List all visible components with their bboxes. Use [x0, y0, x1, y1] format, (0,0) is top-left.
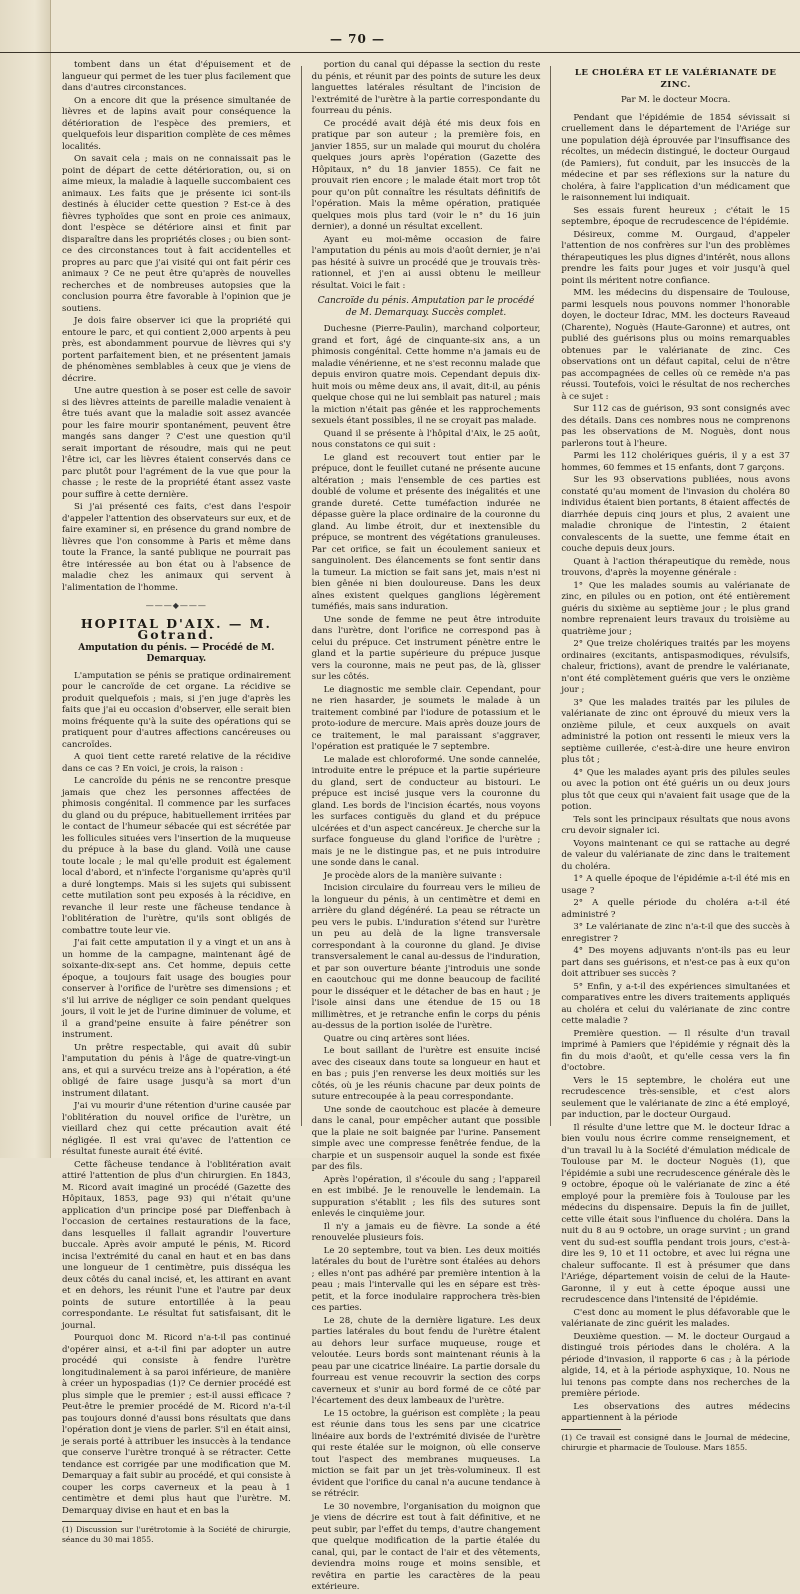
footnote: (1) Discussion sur l'urétrotomie à la Société de chirurgie, séance du 30 mai 1855. — [62, 1525, 291, 1544]
paragraph: Le bout saillant de l'urètre est ensuite incisé avec des ciseaux dans toute sa longueur en haut et en bas ; puis j'en renverse les deux moitiés sur les côtés, où je les réunis chacune par deux points de suture entrecoupée à la peau correspondante. — [311, 1046, 541, 1102]
paragraph: Le 20 septembre, tout va bien. Les deux moitiés latérales du bout de l'urètre sont étalées au dehors ; elles n'ont pas adhéré par première intention à la peau ; mais l'intervalle qui les en sépare est très-petit, et la force inodulaire rapprochera très-bien ces parties. — [311, 1245, 541, 1313]
paragraph: Parmi les 112 cholériques guéris, il y a est 37 hommes, 60 femmes et 15 enfants, dont 7 garçons. — [561, 451, 790, 473]
page-number: — 70 — — [330, 32, 386, 46]
paragraph: Quand il se présente à l'hôpital d'Aix, le 25 août, nous constatons ce qui suit : — [311, 428, 541, 450]
paragraph: Après l'opération, il s'écoule du sang ; l'appareil en est imbibé. Je le renouvelle le lendemain. La suppuration s'établit ; les fils des sutures sont enlevés le cinquième jour. — [311, 1174, 541, 1219]
paragraph: Le 30 novembre, l'organisation du moignon que je viens de décrire est tout à fait définitive, et ne peut subir, par l'effet du temps, d'autre changement que quelque modification de la partie étalée du canal, qui, par le contact de l'air et des vêtements, deviendra moins rouge et moins sensible, et revêtira en partie les caractères de la peau extérieure. — [311, 1501, 541, 1592]
paragraph: Je procède alors de la manière suivante : — [323, 870, 503, 881]
paragraph: Les observations des autres médecins appartiennent à la période — [561, 1401, 790, 1423]
paragraph: J'ai fait cette amputation il y a vingt et un ans à un homme de la campagne, maintenant âgé de soixante-dix-sept ans. Cet homme, depuis cette époque, a toujours fait usage des bougies pour conserver à l'orifice de l'urètre ses dimensions ; et s'il lui arrive de négliger ce soin pendant quelques jours, il voit le jet de l'urine diminuer de volume, et il a grand'peine ensuite à faire pénétrer son instrument. — [62, 938, 291, 1040]
column-divider — [301, 66, 302, 1126]
paragraph: Tels sont les principaux résultats que nous avons cru devoir signaler ici. — [561, 814, 790, 836]
article-byline: Par M. le docteur Mocra. — [620, 95, 731, 105]
paragraph: 2° Que treize cholériques traités par les moyens ordinaires (excitants, antispasmodiques, révulsifs, chaleur, frictions), avant de prendre le valérianate, n'ont été complètement guéris que vers le onzième jour ; — [561, 639, 790, 695]
paragraph: Si j'ai présenté ces faits, c'est dans l'espoir d'appeler l'attention des observateurs sur eux, et de faire examiner si, en présence du grand nombre de lièvres que l'on consomme à Paris et même dans toute la France, la santé publique ne pourrait pas être intéressée au bon état ou à l'absence de maladie chez les animaux qui servent à l'alimentation de l'homme. — [62, 502, 291, 593]
paragraph: Vers le 15 septembre, le choléra eut une recrudescence très-sensible, et c'est alors seulement que le valérianate de zinc a été employé, par induction, par le docteur Ourgaud. — [561, 1075, 790, 1120]
section-title: HOPITAL D'AIX. — M. Gotrand. — [80, 615, 272, 642]
col2-paragraphs — [312, 60, 541, 292]
column-1 — [62, 60, 291, 1544]
footnote-rule — [62, 1521, 122, 1522]
col3-paragraphs — [561, 113, 790, 1425]
paragraph: Sur les 93 observations publiées, nous avons constaté qu'au moment de l'invasion du choléra 80 individus étaient bien portants, 8 étaient affectés de diarrhée depuis cinq jours et plus, 2 avaient une maladie chronique de l'intestin, 2 étaient convalescents de la suette, une femme était en couche depuis deux jours. — [561, 475, 790, 554]
paragraph: Quant à l'action thérapeutique du remède, nous trouvons, d'après la moyenne générale : — [561, 556, 790, 578]
paragraph: Une autre question à se poser est celle de savoir si des lièvres atteints de pareille maladie venaient à être tués avant que la maladie soit assez avancée pour les faire mourir spontanément, peuvent être mangés sans danger ? C'est une question qu'il serait important de résoudre, mais qui ne peut l'être ici, car les lièvres étaient conservés dans ce parc plutôt pour l'agrément de la vue que pour la chasse ; le reste de la propriété étant assez vaste pour suffire à cette dernière. — [62, 386, 291, 500]
paragraph: Première question. — Il résulte d'un travail imprimé à Pamiers que l'épidémie y régnait dès la fin du mois d'août, et qu'elle cessa vers la fin d'octobre. — [561, 1028, 790, 1073]
paragraph: Sur 112 cas de guérison, 93 sont consignés avec des détails. Dans ces nombres nous ne comprenons pas les observations de M. Noguès, dont nous parlerons tout à l'heure. — [561, 404, 790, 449]
paragraph: Désireux, comme M. Ourgaud, d'appeler l'attention de nos confrères sur l'un des problèmes thérapeutiques les plus dignes d'intérêt, nous allons prendre les faits pour juges et voir jusqu'à quel point ils méritent notre confiance. — [561, 229, 790, 286]
column-2 — [311, 60, 541, 1592]
paragraph: tombent dans un état d'épuisement et de langueur qui permet de les tuer plus facilement que dans d'autres circonstances. — [62, 60, 291, 93]
paragraph: 1° A quelle époque de l'épidémie a-t-il été mis en usage ? — [561, 874, 790, 896]
paragraph: Le diagnostic me semble clair. Cependant, pour ne rien hasarder, je soumets le malade à un traitement combiné par l'iodure de potassium et le proto-iodure de mercure. Mais après douze jours de ce traitement, le mal paraissant s'aggraver, l'opération est pratiquée le 7 septembre. — [311, 684, 541, 752]
paragraph: Une sonde de femme ne peut être introduite dans l'urètre, dont l'orifice ne correspond pas à celui du prépuce. Cet instrument pénètre entre le gland et la partie supérieure du prépuce jusque vers la couronne, mais ne peut pas, de là, glisser sur les côtés. — [311, 614, 541, 682]
paragraph: J'ai vu mourir d'une rétention d'urine causée par l'oblitération du nouvel orifice de l'urètre, un vieillard chez qui cette précaution avait été négligée. Il est vrai qu'avec de l'attention ce résultat funeste aurait été évité. — [62, 1101, 291, 1157]
paragraph: Le gland est recouvert tout entier par le prépuce, dont le feuillet cutané ne présente aucune altération ; mais l'ensemble de ces parties est doublé de volume et présente des inégalités et une grande dureté. Cette tuméfaction indurée ne dépasse guère la place ordinaire de la couronne du gland. Au limbe étroit, dur et inextensible du prépuce, se montrent des végétations granuleuses. Par cet orifice, se fait un écoulement sanieux et sanguinolent. Des élancements se font sentir dans la tumeur. La miction se fait sans jet, mais n'est ni bien gênée ni bien douloureuse. Dans les deux aînes existent quelques ganglions légèrement tuméfiés, mais sans induration. — [311, 452, 541, 612]
paragraph: MM. les médecins du dispensaire de Toulouse, parmi lesquels nous pouvons nommer l'honorable doyen, le docteur Idrac, MM. les docteurs Raveaud (Charente), Noguès (Haute-Garonne) et autres, ont publié des guérisons plus ou moins remarquables obtenues par le valérianate de zinc. Ces observations ont un défaut capital, celui de n'être pas accompagnées de celles où ce remède n'a pas réussi. Toutefois, voici le résultat de nos recherches à ce sujet : — [561, 288, 790, 402]
footnote: (1) Ce travail est consigné dans le Journal de médecine, chirurgie et pharmacie de Toulouse. Mars 1855. — [561, 1432, 790, 1452]
paragraph: 1° Que les malades soumis au valérianate de zinc, en pilules ou en potion, ont été entièrement guéris du sixième au septième jour ; le plus grand nombre reprenaient leurs travaux du troisième au quatrième jour ; — [561, 580, 790, 637]
paragraph: 3° Que les malades traités par les pilules de valérianate de zinc ont éprouvé du mieux vers la onzième pilule, et ceux auxquels on avait administré la potion ont ressenti le mieux vers la septième cuillerée, c'est-à-dire une heure environ plus tôt ; — [561, 697, 790, 765]
paragraph: Le cancroïde du pénis ne se rencontre presque jamais que chez les personnes affectées de phimosis congénital. Il commence par les surfaces du gland ou du prépuce, habituellement irritées par le contact de l'humeur sébacée qui est sécrétée par les follicules situées vers l'insertion de la muqueuse du prépuce à la base du gland. Voilà une cause toute locale ; le mal qu'elle produit est également local d'abord, et n'infecte l'organisme qu'après qu'il a duré longtemps. Mais si les sujets qui subissent cette mutilation sont peu exposés à la récidive, en revanche il leur reste une fâcheuse tendance à l'oblitération de l'urètre, qu'ils sont obligés de combattre toute leur vie. — [62, 776, 291, 936]
paragraph: 2° A quelle période du choléra a-t-il été administré ? — [561, 898, 790, 920]
paragraph: Un prêtre respectable, qui avait dû subir l'amputation du pénis à l'âge de quatre-vingt-un ans, et qui a survécu treize ans à l'opération, a été obligé de faire usage jusqu'à sa mort d'un instrument dilatant. — [62, 1042, 291, 1099]
paragraph: 4° Que les malades ayant pris des pilules seules ou avec la potion ont été guéris un ou deux jours plus tôt que ceux qui n'avaient fait usage que de la potion. — [561, 767, 790, 812]
section-ornament: ———◆——— — [145, 601, 207, 610]
paragraph: L'amputation se pénis se pratique ordinairement pour le cancroïde de cet organe. La récidive se produit quelquefois ; mais, si j'en juge d'après les faits que j'ai eu occasion d'observer, elle serait bien moins fréquente qu'à la suite des opérations qui se pratiquent pour d'autres affections cancéreuses ou cancroïdes. — [62, 670, 291, 750]
paragraph: Voyons maintenant ce qui se rattache au degré de valeur du valérianate de zinc dans le traitement du choléra. — [561, 838, 790, 872]
columns — [62, 60, 791, 1592]
paragraph: Ses essais furent heureux ; c'était le 15 septembre, époque de recrudescence de l'épidémie. — [561, 205, 790, 227]
paragraph: Je dois faire observer ici que la propriété qui entoure le parc, et qui contient 2,000 arpents à peu près, est abondamment pourvue de lièvres qui s'y portent parfaitement bien, et ne présentent jamais de phénomènes semblables à ceux que je viens de décrire. — [62, 316, 291, 384]
paragraph: Duchesne (Pierre-Paulin), marchand colporteur, grand et fort, âgé de cinquante-six ans, a un phimosis congénital. Cette homme n'a jamais eu de maladie vénérienne, et ne s'est reconnu malade que depuis environ quatre mois. Cependant depuis dix-huit mois ou même deux ans, il avait, dit-il, au pénis quelque chose qui ne lui semblait pas naturel ; mais la miction n'était pas gênée et les rapprochements sexuels étant possibles, il ne se croyait pas malade. — [311, 324, 541, 426]
paragraph: Cette fâcheuse tendance à l'oblitération avait attiré l'attention de plus d'un chirurgien. En 1843, M. Ricord avait imaginé un procédé (Gazette des Hôpitaux, 1853, page 93) qui n'était qu'une application d'un principe posé par Dieffenbach à l'occasion de certaines restaurations de la face, dans lesquelles il fallait agrandir l'ouverture buccale. Après avoir amputé le pénis, M. Ricord incisa l'extrémité du canal en haut et en bas dans une longueur de 1 centimètre, puis disséqua les deux côtés du canal incisé, et, les attirant en avant et en dehors, les réunit l'une et l'autre par deux points de suture entortillée à la peau correspondante. Le résultat fut satisfaisant, dit le journal. — [62, 1159, 291, 1331]
footnote-rule — [561, 1429, 621, 1430]
binding-margin — [0, 0, 51, 1158]
header-rule — [0, 52, 800, 53]
paragraph: Incision circulaire du fourreau vers le milieu de la longueur du pénis, à un centimètre et demi en arrière du gland dégénéré. La peau se rétracte un peu vers le pubis. L'induration s'étend sur l'urètre un peu au delà de la ligne transversale correspondant à la couronne du gland. Je divise transversalement le canal au-dessus de l'induration, et par son ouverture béante j'introduis une sonde en caoutchouc qui me donne beaucoup de facilité pour le disséquer et le détacher de bas en haut ; je l'isole ainsi dans une étendue de 15 ou 18 millimètres, et je retranche enfin le corps du pénis au-dessus de la portion isolée de l'urètre. — [311, 883, 541, 1031]
col2-paragraphs-2 — [312, 324, 541, 1594]
paragraph: Il n'y a jamais eu de fièvre. La sonde a été renouvelée plusieurs fois. — [311, 1221, 541, 1243]
paragraph: 5° Enfin, y a-t-il des expériences simultanées et comparatives entre les divers traitements appliqués au choléra et celui du valérianate de zinc contre cette maladie ? — [561, 981, 790, 1026]
paragraph: Quatre ou cinq artères sont liées. — [323, 1033, 470, 1044]
paragraph: 3° Le valérianate de zinc n'a-t-il que des succès à enregistrer ? — [561, 922, 790, 944]
paragraph: Le 28, chute de la dernière ligature. Les deux parties latérales du bout fendu de l'urètre étalent au dehors leur surface muqueuse, rouge et veloutée. Leurs bords sont maintenant réunis à la peau par une cicatrice linéaire. La partie dorsale du fourreau est venue recouvrir la section des corps caverneux et s'unir au bord formé de ce côté par l'écartement des deux lambeaux de l'urètre. — [311, 1315, 541, 1406]
paragraph: Ayant eu moi-même occasion de faire l'amputation du pénis au mois d'août dernier, je n'ai pas hésité à suivre un procédé que je trouvais très-rationnel, et j'en ai aussi obtenu le meilleur résultat. Voici le fait : — [311, 234, 541, 291]
paragraph: Le malade est chloroformé. Une sonde cannelée, introduite entre le prépuce et la partie supérieure du gland, sert de conducteur au bistouri. Le prépuce est incisé jusque vers la couronne du gland. Les bords de l'incision écartés, nous voyons les surfaces contiguës du gland et du prépuce ulcérées et d'un aspect cancéreux. Je cherche sur la surface fongueuse du gland l'orifice de l'urètre ; mais je ne le distingue pas, et ne puis introduire une sonde dans le canal. — [311, 754, 541, 868]
paragraph: C'est donc au moment le plus défavorable que le valérianate de zinc guérit les malades. — [561, 1307, 790, 1329]
column-divider — [550, 66, 551, 1126]
paragraph: Pourquoi donc M. Ricord n'a-t-il pas continué d'opérer ainsi, et a-t-il fini par adopter un autre procédé qui consiste à fendre l'urètre longitudinalement à sa paroi inférieure, de manière à créer un hypospadias (1)? Ce dernier procédé est plus simple que le premier ; est-il aussi efficace ? Peut-être le premier procédé de M. Ricord n'a-t-il pas toujours donné d'aussi bons résultats que dans l'opération dont je viens de parler. S'il en était ainsi, je serais porté à attribuer les insuccès à la tendance que conserve l'urètre tronqué à se rétracter. Cette tendance est corrigée par une modification que M. Demarquay a fait subir au procédé, et qui consiste à couper les corps caverneux et la peau à 1 centimètre et demi plus haut que l'urètre. M. Demarquay divise en haut et en bas la — [62, 1333, 291, 1516]
paragraph: Ce procédé avait déjà été mis deux fois en pratique par son auteur ; la première fois, en janvier 1855, sur un malade qui mourut du choléra quelques jours après l'opération (Gazette des Hôpitaux, n° du 18 janvier 1855). Ce fait ne prouvait rien encore ; le malade était mort trop tôt pour qu'on pût connaître les résultats définitifs de l'opération. Mais la même opération, pratiquée quelques mois plus tard (voir le n° du 16 juin dernier), a donné un résultat excellent. — [311, 118, 541, 232]
paragraph: Le 15 octobre, la guérison est complète ; la peau est réunie dans tous les sens par une cicatrice linéaire aux bords de l'extrémité divisée de l'urètre qui reste étalée sur le moignon, où elle conserve tout l'aspect des membranes muqueuses. La miction se fait par un jet très-volumineux. Il est évident que l'orifice du canal n'a aucune tendance à se rétrécir. — [311, 1408, 541, 1499]
paragraph: Une sonde de caoutchouc est placée à demeure dans le canal, pour empêcher autant que possible que la plaie ne soit baignée par l'urine. Pansement simple avec une compresse fenêtrée fendue, de la charpie et un suspensoir auquel la sonde est fixée par des fils. — [311, 1104, 541, 1172]
paragraph: A quoi tient cette rareté relative de la récidive dans ce cas ? En voici, je crois, la raison : — [62, 752, 291, 774]
column-3 — [561, 60, 791, 1452]
paragraph: On savait cela ; mais on ne connaissait pas le point de départ de cette détérioration, ou, si on aime mieux, la maladie à laquelle succombaient ces animaux. Les faits que je présente ici sont-ils destinés à élucider cette question ? Est-ce à des fièvres typhoïdes que sont en proie ces animaux, dont l'espèce se détériore ainsi et finit par disparaître dans les propriétés closes ; ou bien sont-ce des circonstances tout à fait accidentelles et propres au parc que j'ai visité qui ont fait périr ces animaux ? Ce ne peut être qu'après de nouvelles recherches et de nombreuses autopsies que la conclusion pourra être favorable à l'opinion que je soutiens. — [62, 154, 291, 314]
paragraph: 4° Des moyens adjuvants n'ont-ils pas eu leur part dans ses guérisons, et n'est-ce pas à eux qu'on doit attribuer ses succès ? — [561, 946, 790, 979]
article-heading: LE CHOLÉRA ET LE VALÉRIANATE DE ZINC. — [574, 68, 777, 90]
case-title: Cancroïde du pénis. Amputation par le procédé de M. Demarquay. Succès complet. — [317, 296, 535, 318]
paragraph: Deuxième question. — M. le docteur Ourgaud a distingué trois périodes dans le choléra. A la période d'invasion, il rapporte 6 cas ; à la période algide, 14, et à la période asphyxique, 10. Nous ne lui tenons pas compte dans nos recherches de la première période. — [561, 1331, 790, 1399]
paragraph: portion du canal qui dépasse la section du reste du pénis, et réunit par des points de suture les deux languettes latérales résultant de l'incision de l'extrémité de l'urètre à la partie correspondante du fourreau du pénis. — [311, 60, 541, 116]
paragraph: Il résulte d'une lettre que M. le docteur Idrac a bien voulu nous écrire comme renseignement, et d'un travail lu à la Société d'émulation médicale de Toulouse par M. le docteur Noguès (1), que l'épidémie a subi une recrudescence générale dès le 9 octobre, époque où le valérianate de zinc a été employé pour la première fois à Toulouse par les médecins du dispensaire. Depuis la fin de juillet, cette ville était sous l'influence du choléra. Dans la nuit du 8 au 9 octobre, un orage survint ; un grand vent du sud-est souffla pendant trois jours, c'est-à-dire les 9, 10 et 11 octobre, et avec lui régna une chaleur suffocante. Il est à présumer que dans l'Ariége, département voisin de celui de la Haute-Garonne, il y eut à cette époque aussi une recrudescence dans l'intensité de l'épidémie. — [561, 1122, 791, 1305]
paragraph: Pendant que l'épidémie de 1854 sévissait si cruellement dans le département de l'Ariége sur une population déjà éprouvée par l'insuffisance des récoltes, un médecin distingué, le docteur Ourgaud (de Pamiers), fut conduit, par les insuccès de la médecine et par ses réflexions sur la nature du choléra, à faire l'application d'un médicament que le raisonnement lui indiquait. — [561, 112, 790, 203]
paragraph: On a encore dit que la présence simultanée de lièvres et de lapins avait pour conséquence la détérioration de l'espèce des premiers, et quelquefois leur disparition complète de ces mêmes localités. — [62, 95, 291, 152]
section-subtitle: Amputation du pénis. — Procédé de M. Demarquay. — [78, 642, 275, 664]
col1-paragraphs — [62, 60, 291, 594]
col1-paragraphs-2 — [62, 671, 291, 1518]
